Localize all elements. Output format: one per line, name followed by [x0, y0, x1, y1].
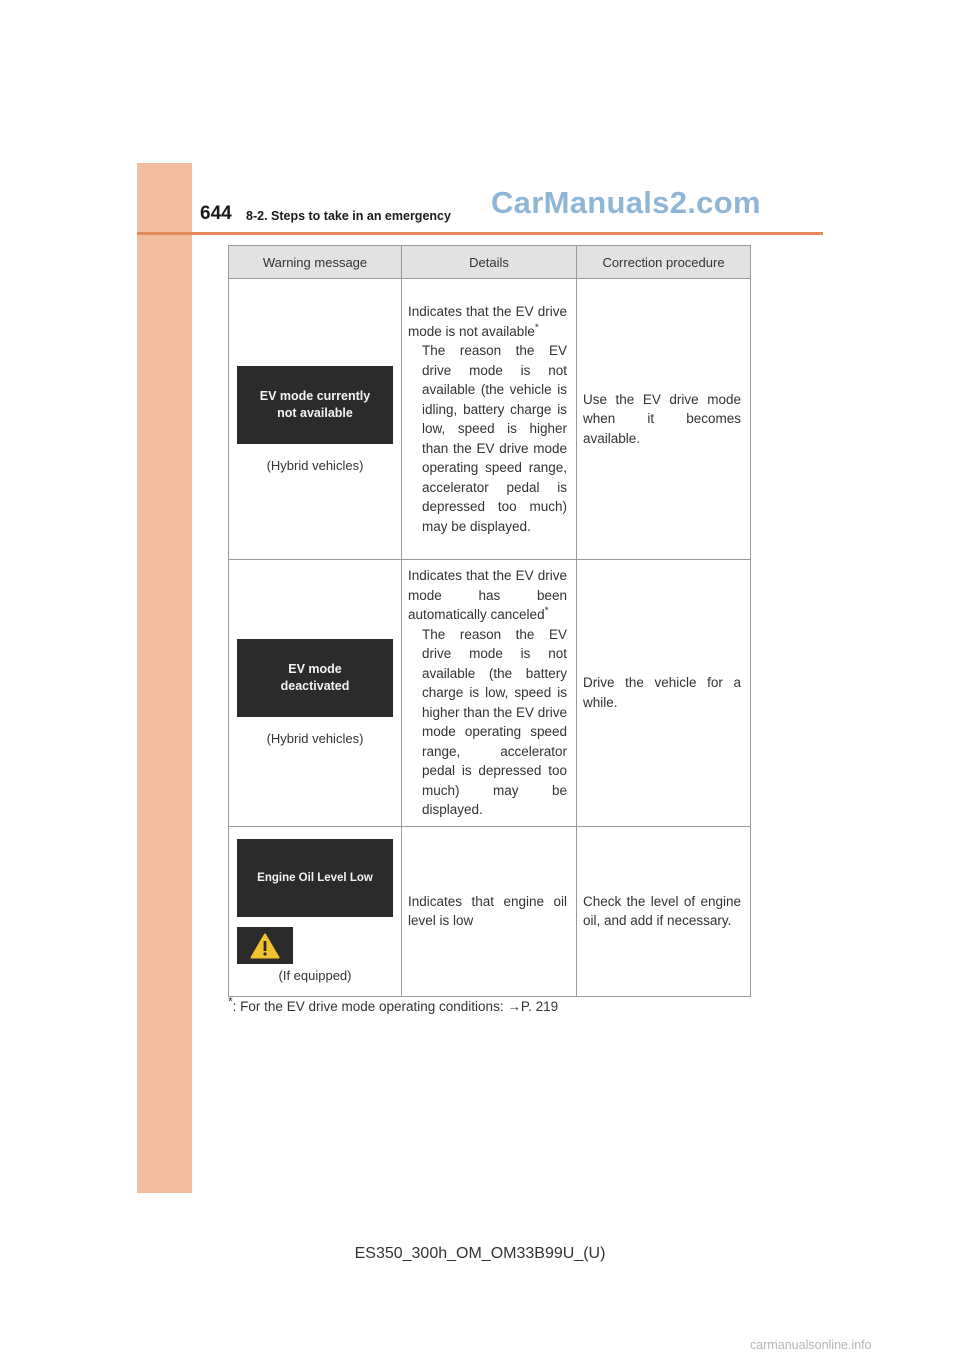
- header-watermark: CarManuals2.com: [491, 185, 761, 220]
- warning-triangle-icon: [250, 933, 280, 959]
- screen-text-line: EV mode: [288, 662, 342, 677]
- correction-cell: Use the EV drive mode when it becomes available.: [577, 279, 751, 560]
- footer-watermark: carmanualsonline.info: [750, 1338, 872, 1352]
- details-cell: [402, 560, 577, 827]
- details-reason: The reason the EV drive mode is not available (the vehicle is idling, battery charge is low, speed is higher than the EV drive mode operating speed range, accelerator pedal is depressed too much) may be displayed.: [422, 343, 567, 534]
- table-row: [229, 560, 751, 827]
- table-row: [229, 826, 751, 996]
- column-header-warning-message: Warning message: [229, 246, 402, 279]
- footnote-text: : For the EV drive mode operating conditions: →P. 219: [232, 999, 559, 1014]
- warning-message-cell: [229, 560, 402, 827]
- screen-text-line: deactivated: [280, 679, 350, 694]
- footnote: [228, 994, 559, 1014]
- footnote-marker: *: [534, 322, 539, 333]
- table-row: [229, 279, 751, 560]
- footnote-marker: *: [544, 605, 549, 617]
- condition-label: (Hybrid vehicles): [266, 457, 364, 473]
- screen-text-line: EV mode currently: [259, 388, 371, 403]
- condition-label: (If equipped): [278, 968, 352, 983]
- column-header-details: Details: [402, 246, 577, 279]
- display-screen-image: [237, 639, 393, 717]
- warning-message-cell: [229, 279, 402, 560]
- side-tab: [137, 163, 192, 1193]
- correction-cell: Check the level of engine oil, and add if necessary.: [577, 826, 751, 996]
- screen-text-line: not available: [277, 405, 353, 420]
- correction-cell: Drive the vehicle for a while.: [577, 560, 751, 827]
- screen-text-line: Engine Oil Level Low: [257, 871, 373, 884]
- details-intro: Indicates that the EV drive mode has been automatically canceled: [408, 568, 567, 622]
- column-header-correction: Correction procedure: [577, 246, 751, 279]
- footnote-marker: *: [228, 994, 233, 1009]
- condition-label: (Hybrid vehicles): [266, 731, 364, 747]
- table-header-row: [229, 246, 751, 279]
- display-screen-image: [237, 839, 393, 917]
- document-code: ES350_300h_OM_OM33B99U_(U): [354, 1245, 606, 1262]
- header-rule: [137, 232, 823, 235]
- display-screen-image: [237, 366, 393, 444]
- details-intro: Indicates that the EV drive mode is not available: [408, 304, 567, 339]
- details-reason: The reason the EV drive mode is not available (the battery charge is low, speed is higher than the EV drive mode operating speed range, accelerator pedal is depressed too much) may be displayed.: [422, 626, 567, 817]
- details-cell: [402, 279, 577, 560]
- page-number: 644: [200, 203, 232, 224]
- warning-message-table: [228, 245, 751, 997]
- warning-indicator: [237, 927, 293, 964]
- details-cell: Indicates that engine oil level is low: [402, 826, 577, 996]
- warning-message-cell: [229, 826, 402, 996]
- section-title: 8-2. Steps to take in an emergency: [246, 209, 451, 223]
